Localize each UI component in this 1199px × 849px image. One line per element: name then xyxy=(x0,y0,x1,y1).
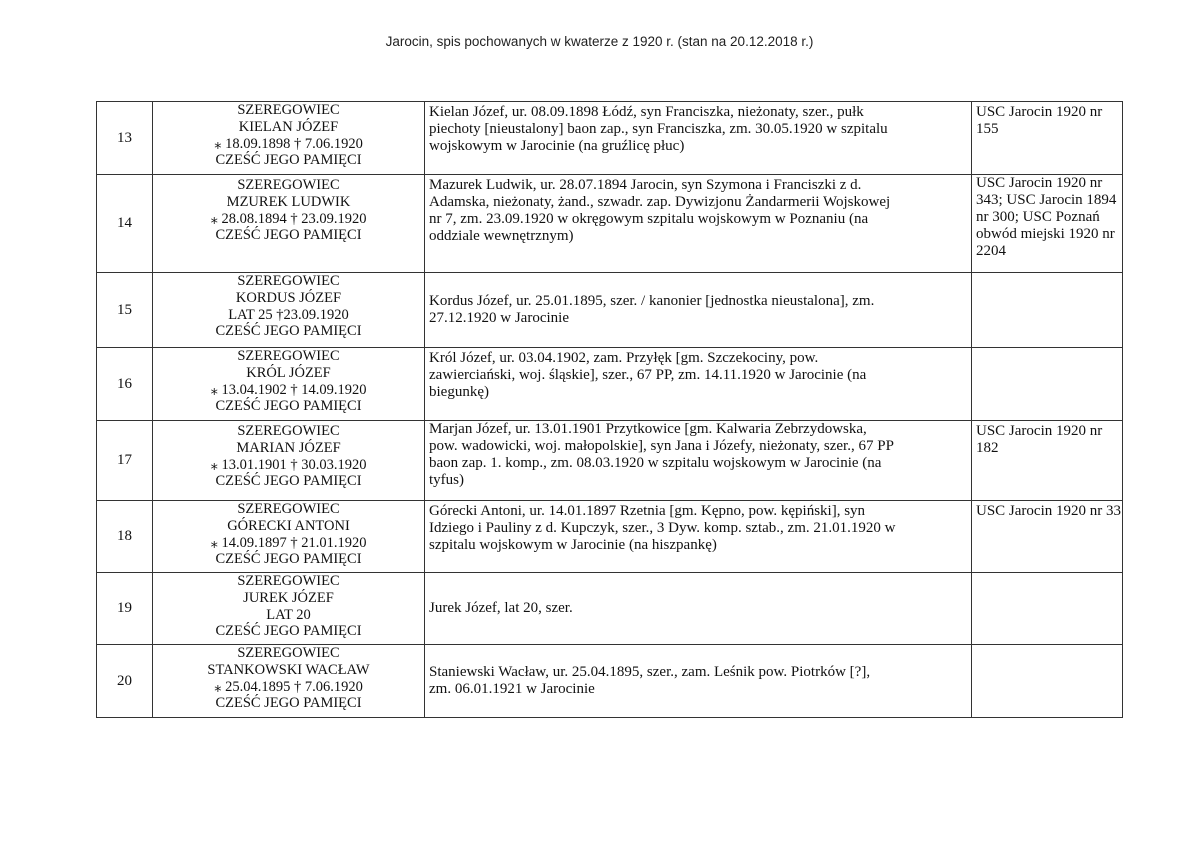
table-row xyxy=(97,421,1123,501)
source-line: nr 300; USC Poznań xyxy=(976,209,1100,225)
source-line: 2204 xyxy=(976,243,1006,259)
inscription-line: SZEREGOWIEC xyxy=(237,273,340,289)
inscription-line: CZEŚĆ JEGO PAMIĘCI xyxy=(215,551,362,568)
source-reference xyxy=(972,645,1123,718)
source-reference xyxy=(972,348,1123,421)
source-reference xyxy=(972,102,1123,175)
inscription-line: ⁎ 13.04.1902 † 14.09.1920 xyxy=(210,381,367,398)
inscription-line: GÓRECKI ANTONI xyxy=(227,517,350,534)
description-line: Król Józef, ur. 03.04.1902, zam. Przyłęk [gm. Szczekociny, pow. xyxy=(429,350,819,366)
grave-inscription xyxy=(153,175,425,273)
row-number: 17 xyxy=(97,421,153,501)
inscription-line: CZEŚĆ JEGO PAMIĘCI xyxy=(215,227,362,244)
table-row xyxy=(97,645,1123,718)
description-line: 27.12.1920 w Jarocinie xyxy=(429,310,569,326)
inscription-line: KORDUS JÓZEF xyxy=(235,289,342,306)
description-line: Marjan Józef, ur. 13.01.1901 Przytkowice [gm. Kalwaria Zebrzydowska, xyxy=(429,421,867,437)
description-line: zawierciański, woj. śląskie], szer., 67 PP, zm. 14.11.1920 w Jarocinie (na xyxy=(429,367,867,383)
source-reference xyxy=(972,273,1123,348)
grave-inscription xyxy=(153,273,425,348)
description-line: Kordus Józef, ur. 25.01.1895, szer. / kanonier [jednostka nieustalona], zm. xyxy=(429,293,875,309)
inscription-line: CZEŚĆ JEGO PAMIĘCI xyxy=(215,398,362,415)
grave-inscription xyxy=(153,421,425,501)
source-line: USC Jarocin 1920 nr xyxy=(976,175,1103,191)
grave-inscription xyxy=(153,501,425,573)
inscription-line: ⁎ 18.09.1898 † 7.06.1920 xyxy=(214,135,363,152)
row-number: 20 xyxy=(97,645,153,718)
description-line: Górecki Antoni, ur. 14.01.1897 Rzetnia [gm. Kępno, pow. kępiński], syn xyxy=(429,503,866,519)
burial-description xyxy=(425,273,972,348)
row-number: 15 xyxy=(97,273,153,348)
table-row xyxy=(97,348,1123,421)
description-line: oddziale wewnętrznym) xyxy=(429,228,574,244)
grave-inscription xyxy=(153,645,425,718)
inscription-line: ⁎ 14.09.1897 † 21.01.1920 xyxy=(210,534,367,551)
table-body xyxy=(97,102,1123,718)
table-row xyxy=(97,175,1123,273)
page-title: Jarocin, spis pochowanych w kwaterze z 1920 r. (stan na 20.12.2018 r.) xyxy=(385,34,814,49)
source-reference xyxy=(972,421,1123,501)
description-line: tyfus) xyxy=(429,472,464,488)
burial-description xyxy=(425,348,972,421)
row-number: 14 xyxy=(97,175,153,273)
description-line: Mazurek Ludwik, ur. 28.07.1894 Jarocin, syn Szymona i Franciszki z d. xyxy=(429,177,862,193)
inscription-line: SZEREGOWIEC xyxy=(237,423,340,439)
description-line: piechoty [nieustalony] baon zap., syn Franciszka, zm. 30.05.1920 w szpitalu xyxy=(429,121,888,137)
inscription-line: JUREK JÓZEF xyxy=(243,589,334,606)
table-row xyxy=(97,273,1123,348)
inscription-line: KRÓL JÓZEF xyxy=(246,364,331,381)
inscription-line: CZEŚĆ JEGO PAMIĘCI xyxy=(215,623,362,640)
inscription-line: SZEREGOWIEC xyxy=(237,177,340,193)
description-line: Adamska, nieżonaty, żand., szwadr. zap. Dywizjonu Żandarmerii Wojskowej xyxy=(429,194,891,210)
description-line: biegunkę) xyxy=(429,384,489,400)
inscription-line: SZEREGOWIEC xyxy=(237,348,340,364)
inscription-line: SZEREGOWIEC xyxy=(237,645,340,661)
inscription-line: SZEREGOWIEC xyxy=(237,573,340,589)
source-line: USC Jarocin 1920 nr xyxy=(976,104,1103,120)
burial-description xyxy=(425,645,972,718)
inscription-line: KIELAN JÓZEF xyxy=(238,118,339,135)
description-line: zm. 06.01.1921 w Jarocinie xyxy=(429,681,595,697)
burial-description xyxy=(425,175,972,273)
inscription-line: LAT 25 †23.09.1920 xyxy=(228,306,349,323)
description-line: Kielan Józef, ur. 08.09.1898 Łódź, syn Franciszka, nieżonaty, szer., pułk xyxy=(429,104,864,120)
inscription-line: SZEREGOWIEC xyxy=(237,501,340,517)
description-line: Staniewski Wacław, ur. 25.04.1895, szer., zam. Leśnik pow. Piotrków [?], xyxy=(429,664,871,680)
source-line: 343; USC Jarocin 1894 xyxy=(976,192,1117,208)
burial-description xyxy=(425,102,972,175)
description-line: Idziego i Pauliny z d. Kupczyk, szer., 3 Dyw. komp. sztab., zm. 21.01.1920 w xyxy=(429,520,896,536)
inscription-line: STANKOWSKI WACŁAW xyxy=(207,661,370,678)
burial-description xyxy=(425,421,972,501)
description-line: baon zap. 1. komp., zm. 08.03.1920 w szpitalu wojskowym w Jarocinie (na xyxy=(429,455,882,471)
burial-description xyxy=(425,501,972,573)
description-line: nr 7, zm. 23.09.1920 w okręgowym szpitalu wojskowym w Poznaniu (na xyxy=(429,211,869,227)
source-line: USC Jarocin 1920 nr 33 xyxy=(976,503,1121,519)
row-number: 13 xyxy=(97,102,153,175)
grave-inscription xyxy=(153,348,425,421)
source-line: 182 xyxy=(976,440,999,456)
description-line: pow. wadowicki, woj. małopolskie], syn Jana i Józefy, nieżonaty, szer., 67 PP xyxy=(429,438,894,454)
source-line: USC Jarocin 1920 nr xyxy=(976,423,1103,439)
source-reference xyxy=(972,573,1123,645)
source-reference xyxy=(972,175,1123,273)
inscription-line: CZEŚĆ JEGO PAMIĘCI xyxy=(215,695,362,712)
inscription-line: ⁎ 13.01.1901 † 30.03.1920 xyxy=(210,456,367,473)
table-row xyxy=(97,501,1123,573)
inscription-line: MARIAN JÓZEF xyxy=(236,439,341,456)
description-line: Jurek Józef, lat 20, szer. xyxy=(429,600,573,616)
source-reference xyxy=(972,501,1123,573)
burial-list-table xyxy=(96,101,1123,718)
inscription-line: CZEŚĆ JEGO PAMIĘCI xyxy=(215,152,362,169)
inscription-line: CZEŚĆ JEGO PAMIĘCI xyxy=(215,323,362,340)
inscription-line: SZEREGOWIEC xyxy=(237,102,340,118)
inscription-line: CZEŚĆ JEGO PAMIĘCI xyxy=(215,473,362,490)
row-number: 18 xyxy=(97,501,153,573)
table-row xyxy=(97,102,1123,175)
table-row xyxy=(97,573,1123,645)
source-line: obwód miejski 1920 nr xyxy=(976,226,1115,242)
inscription-line: LAT 20 xyxy=(266,606,311,623)
description-line: szpitalu wojskowym w Jarocinie (na hiszpankę) xyxy=(429,537,717,553)
grave-inscription xyxy=(153,573,425,645)
source-line: 155 xyxy=(976,121,999,137)
inscription-line: ⁎ 28.08.1894 † 23.09.1920 xyxy=(210,210,367,227)
burial-description xyxy=(425,573,972,645)
inscription-line: ⁎ 25.04.1895 † 7.06.1920 xyxy=(214,678,363,695)
row-number: 16 xyxy=(97,348,153,421)
inscription-line: MZUREK LUDWIK xyxy=(226,193,351,210)
row-number: 19 xyxy=(97,573,153,645)
description-line: wojskowym w Jarocinie (na gruźlicę płuc) xyxy=(429,138,685,154)
grave-inscription xyxy=(153,102,425,175)
